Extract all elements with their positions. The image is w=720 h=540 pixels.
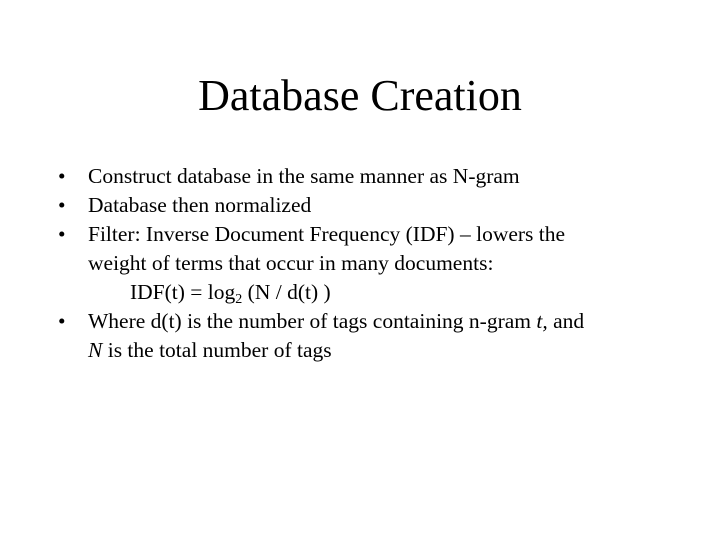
bullet-text-line — [88, 336, 698, 365]
bullet-text-line: Filter: Inverse Document Frequency (IDF) – lowers the — [88, 222, 566, 246]
slide-title: Database Creation — [198, 71, 522, 120]
bullet-text: Construct database in the same manner as N-gram — [88, 164, 520, 188]
bullet-item-normalized — [58, 191, 698, 220]
bullet-text-line: weight of terms that occur in many documents: — [88, 251, 494, 275]
bullet-dot-icon: • — [58, 222, 66, 246]
formula-log-base: 2 — [235, 292, 243, 307]
bullet-item-filter-idf — [58, 220, 698, 278]
formula-rhs: (N / d(t) ) — [242, 280, 331, 304]
bullet-text-line — [88, 307, 698, 336]
idf-formula — [58, 278, 698, 307]
definition-text: Where d(t) is the number of tags containing n-gram — [88, 309, 537, 333]
bullet-dot-icon: • — [58, 309, 66, 333]
variable-n: N — [88, 338, 103, 362]
bullet-dot-icon: • — [58, 193, 66, 217]
definition-text: is the total number of tags — [102, 338, 332, 362]
bullet-item-construct-database — [58, 162, 698, 191]
bullet-text: Database then normalized — [88, 193, 312, 217]
variable-t: t, — [536, 309, 548, 333]
definition-text: and — [547, 309, 585, 333]
bullet-list — [58, 162, 698, 365]
formula-lhs: IDF(t) = log — [130, 280, 236, 304]
bullet-item-definition — [58, 307, 698, 365]
bullet-dot-icon: • — [58, 164, 66, 188]
